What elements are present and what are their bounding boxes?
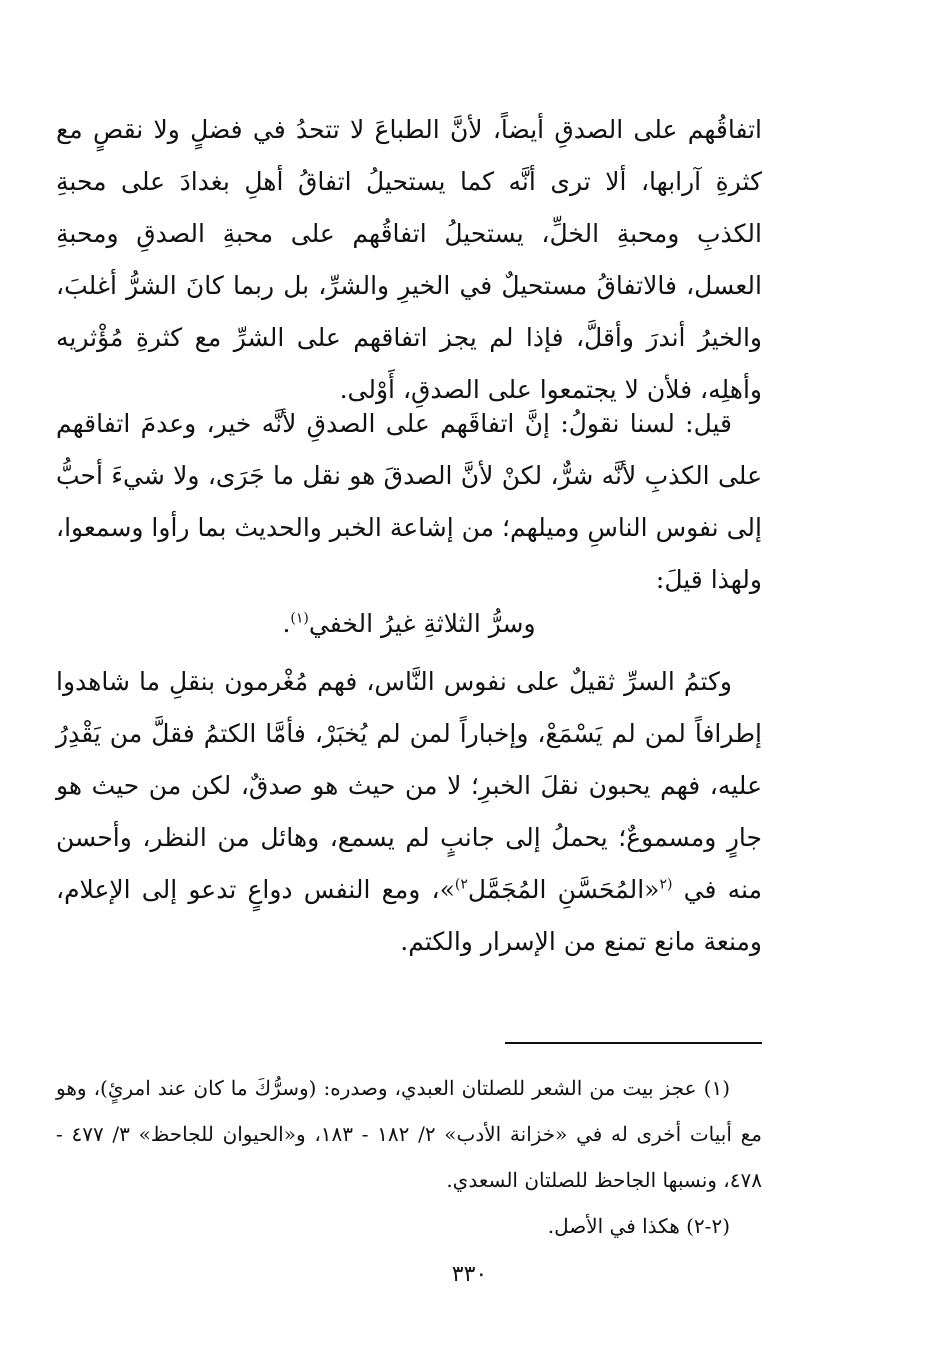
footnotes [56,1065,762,1249]
footnote-2 [56,1203,762,1249]
footnote-1 [56,1065,762,1203]
footnote-ref-1: (١) [290,610,309,627]
footnote-2-text: (٢-٢) هكذا في الأصل. [547,1214,730,1238]
paragraph-2-text: قيل: لسنا نقولُ: إنَّ اتفاقَهم على الصدقِ لأنَّه خير، وعدمَ اتفاقهم على الكذبِ لأنَّه شرٌّ، لكنْ لأنَّ الصدقَ هو نقل ما جَرَى، ولا شيءَ أحبُّ إلى نفوس الناسِ وميلهم؛ من إشاعة الخبر والحديث بما رأوا وسمعوا، ولهذا قيلَ: [56,409,762,594]
paragraph-1-text: اتفاقُهم على الصدقِ أيضاً، لأنَّ الطباعَ لا تتحدُ في فضلٍ ولا نقصٍ مع كثرةِ آرابها، ألا ترى أنَّه كما يستحيلُ اتفاقُ أهلِ بغدادَ على محبةِ الكذبِ ومحبةِ الخلِّ، يستحيلُ اتفاقُهم على محبةِ الصدقِ ومحبةِ العسل، فالاتفاقُ مستحيلٌ في الخيرِ والشرِّ، بل ربما كانَ الشرُّ أغلبَ، والخيرُ أندرَ وأقلَّ، فإذا لم يجز اتفاقهم على الشرِّ مع كثرةِ مُؤْثريه وأهلِه، فلأن لا يجتمعوا على الصدقِ، أَوْلى. [56,115,762,404]
footnote-separator [505,1042,762,1044]
verse-text: وسرُّ الثلاثةِ غيرُ الخفي [308,609,536,638]
quoted-title: «المُحَسَّنِ المُجَمَّل [467,875,660,904]
footnote-ref-2-open: (٢ [659,876,673,893]
body-paragraph-1 [56,104,762,416]
paragraph-3-text-b: »، ومع النفس دواعٍ تدعو إلى الإعلام، ومنعة مانع تمنع من الإسرار والكتم. [56,875,762,956]
page-number: ٣٣٠ [451,1262,488,1287]
verse-end: . [282,609,291,638]
verse-line [56,598,762,650]
body-paragraph-3 [56,656,762,968]
footnote-1-text: (١) عجز بيت من الشعر للصلتان العبدي، وصدره: (وسرُّكَ ما كان عند امرئٍ)، وهو مع أبيات أخرى له في «خزانة الأدب» ٢/ ١٨٢ - ١٨٣، و«الحيوان للجاحظ» ٣/ ٤٧٧ - ٤٧٨، ونسبها الجاحظ للصلتان السعدي. [56,1076,762,1192]
paragraph-3-text-a: وكتمُ السرِّ ثقيلٌ على نفوس النَّاس، فهم مُغْرمون بنقلِ ما شاهدوا إطرافاً لمن لم يَسْمَعْ، وإخباراً لمن لم يُخبَرْ، فأمَّا الكتمُ فقلَّ من يَقْدِرُ عليه، فهم يحبون نقلَ الخبرِ؛ لا من حيث هو صدقٌ، لكن من حيث هو جارٍ ومسموعٌ؛ يحملُ إلى جانبٍ لم يسمع، وهائل من النظر، وأحسن منه في [56,667,762,904]
footnote-ref-2-close: ٢) [454,876,468,893]
body-paragraph-2 [56,398,762,606]
